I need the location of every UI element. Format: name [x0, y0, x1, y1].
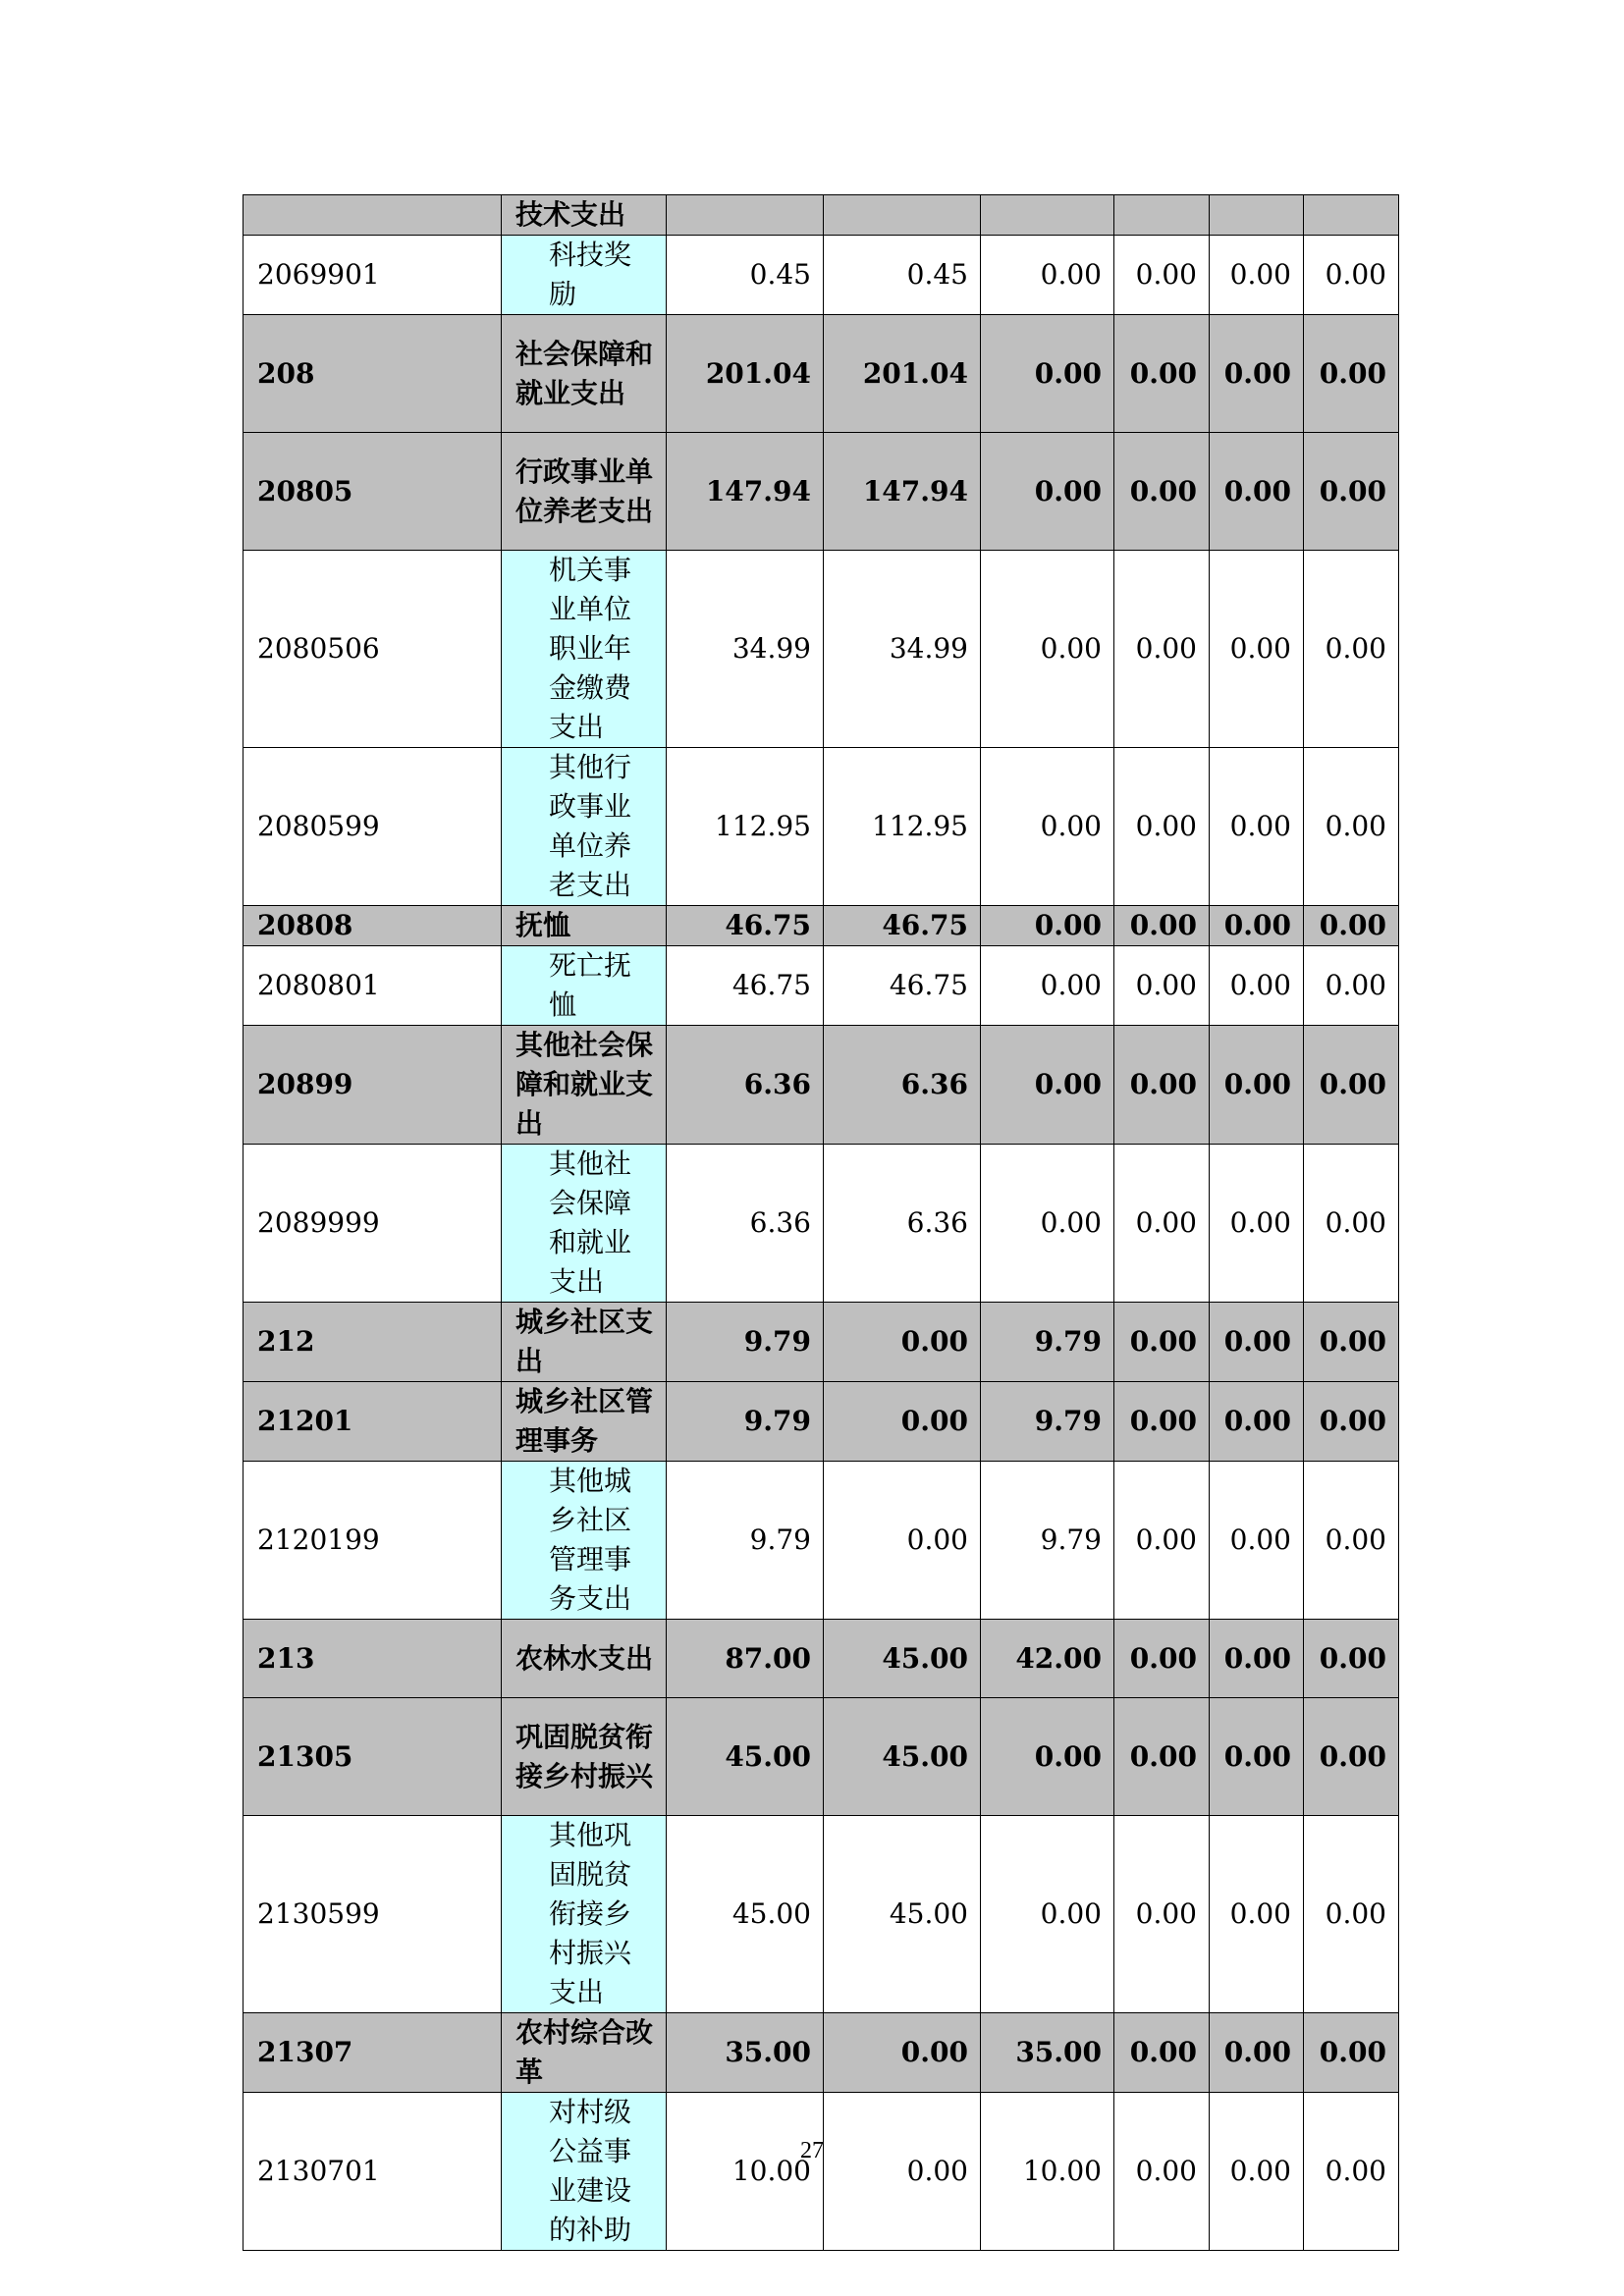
amount-cell: 0.00: [1114, 1145, 1210, 1303]
subject-code-cell: 2130599: [244, 1816, 502, 2013]
amount-cell: 0.00: [1304, 2093, 1399, 2251]
amount-cell: 201.04: [824, 315, 981, 433]
amount-cell: 0.00: [1304, 1026, 1399, 1145]
amount-cell: 35.00: [667, 2013, 824, 2093]
amount-cell: 0.00: [1210, 1145, 1304, 1303]
amount-cell: 0.00: [1304, 748, 1399, 906]
table-row: [244, 195, 1399, 236]
amount-cell: 0.00: [1114, 2093, 1210, 2251]
subject-code-cell: 2080801: [244, 946, 502, 1026]
table-row: [244, 433, 1399, 551]
amount-cell: 0.00: [1114, 1303, 1210, 1382]
subject-code-cell: 212: [244, 1303, 502, 1382]
amount-cell: 9.79: [981, 1382, 1114, 1462]
table-row: [244, 315, 1399, 433]
amount-cell: 6.36: [667, 1026, 824, 1145]
amount-cell: 0.00: [1304, 946, 1399, 1026]
table-row: [244, 1145, 1399, 1303]
subject-name-cell: 巩固脱贫衔接乡村振兴: [502, 1698, 667, 1816]
amount-cell: 147.94: [667, 433, 824, 551]
amount-cell: 9.79: [981, 1462, 1114, 1620]
amount-cell: 0.00: [1114, 236, 1210, 315]
subject-code-cell: 213: [244, 1620, 502, 1698]
amount-cell: 0.00: [981, 315, 1114, 433]
amount-cell: 0.00: [1114, 1382, 1210, 1462]
table-row: [244, 1462, 1399, 1620]
amount-cell: [981, 195, 1114, 236]
amount-cell: 0.00: [824, 1303, 981, 1382]
subject-code-cell: [244, 195, 502, 236]
amount-cell: 0.00: [1304, 2013, 1399, 2093]
amount-cell: 0.00: [1210, 1303, 1304, 1382]
subject-name-cell: 其他行政事业单位养老支出: [502, 748, 667, 906]
amount-cell: 0.00: [1304, 1698, 1399, 1816]
amount-cell: 0.00: [1114, 1026, 1210, 1145]
subject-code-cell: 20808: [244, 906, 502, 946]
table-row: [244, 236, 1399, 315]
table-row: [244, 906, 1399, 946]
subject-name-cell: 对村级公益事业建设的补助: [502, 2093, 667, 2251]
subject-name-cell: 其他社会保障和就业支出: [502, 1026, 667, 1145]
amount-cell: 0.00: [981, 433, 1114, 551]
amount-cell: 0.00: [1114, 1462, 1210, 1620]
amount-cell: 46.75: [667, 946, 824, 1026]
subject-name-cell: 死亡抚恤: [502, 946, 667, 1026]
expenditure-table: [243, 194, 1399, 2251]
amount-cell: 9.79: [667, 1303, 824, 1382]
amount-cell: 42.00: [981, 1620, 1114, 1698]
amount-cell: 34.99: [824, 551, 981, 748]
amount-cell: 0.00: [981, 946, 1114, 1026]
amount-cell: 45.00: [824, 1816, 981, 2013]
amount-cell: 87.00: [667, 1620, 824, 1698]
subject-name-cell: 技术支出: [502, 195, 667, 236]
amount-cell: 201.04: [667, 315, 824, 433]
amount-cell: 0.00: [824, 1462, 981, 1620]
amount-cell: 147.94: [824, 433, 981, 551]
amount-cell: [824, 195, 981, 236]
subject-name-cell: 科技奖励: [502, 236, 667, 315]
amount-cell: 0.00: [1114, 1698, 1210, 1816]
amount-cell: 0.00: [1114, 906, 1210, 946]
table-row: [244, 2013, 1399, 2093]
table-row: [244, 1620, 1399, 1698]
amount-cell: 0.00: [1210, 236, 1304, 315]
amount-cell: 0.00: [1210, 2013, 1304, 2093]
page-number: 27: [800, 2138, 824, 2163]
amount-cell: 0.00: [1304, 315, 1399, 433]
amount-cell: 0.00: [1114, 946, 1210, 1026]
amount-cell: 0.00: [981, 1145, 1114, 1303]
table-row: [244, 748, 1399, 906]
amount-cell: 45.00: [667, 1698, 824, 1816]
amount-cell: 0.00: [1304, 551, 1399, 748]
amount-cell: 112.95: [667, 748, 824, 906]
amount-cell: 34.99: [667, 551, 824, 748]
amount-cell: 35.00: [981, 2013, 1114, 2093]
amount-cell: 0.00: [1114, 551, 1210, 748]
subject-code-cell: 2080599: [244, 748, 502, 906]
amount-cell: 0.00: [1114, 1816, 1210, 2013]
subject-name-cell: 城乡社区管理事务: [502, 1382, 667, 1462]
amount-cell: 0.45: [824, 236, 981, 315]
table-row: [244, 946, 1399, 1026]
amount-cell: 6.36: [667, 1145, 824, 1303]
amount-cell: 0.00: [1304, 1145, 1399, 1303]
amount-cell: 9.79: [981, 1303, 1114, 1382]
amount-cell: 9.79: [667, 1462, 824, 1620]
subject-name-cell: 农村综合改革: [502, 2013, 667, 2093]
amount-cell: 0.00: [981, 236, 1114, 315]
amount-cell: 0.00: [1304, 1303, 1399, 1382]
amount-cell: 0.00: [981, 551, 1114, 748]
amount-cell: 0.00: [1304, 1816, 1399, 2013]
subject-code-cell: 2080506: [244, 551, 502, 748]
amount-cell: 0.00: [1304, 433, 1399, 551]
amount-cell: 46.75: [824, 906, 981, 946]
subject-code-cell: 2130701: [244, 2093, 502, 2251]
table-row: [244, 1698, 1399, 1816]
table-row: [244, 551, 1399, 748]
subject-code-cell: 2120199: [244, 1462, 502, 1620]
table-row: [244, 1382, 1399, 1462]
amount-cell: 0.00: [1210, 748, 1304, 906]
amount-cell: 0.45: [667, 236, 824, 315]
amount-cell: 0.00: [1304, 906, 1399, 946]
subject-name-cell: 社会保障和就业支出: [502, 315, 667, 433]
subject-name-cell: 行政事业单位养老支出: [502, 433, 667, 551]
amount-cell: 0.00: [981, 1026, 1114, 1145]
amount-cell: 0.00: [1210, 1382, 1304, 1462]
amount-cell: 45.00: [824, 1620, 981, 1698]
table-row: [244, 2093, 1399, 2251]
amount-cell: 0.00: [1210, 1816, 1304, 2013]
amount-cell: 0.00: [1114, 315, 1210, 433]
subject-code-cell: 2089999: [244, 1145, 502, 1303]
amount-cell: 0.00: [1114, 2013, 1210, 2093]
amount-cell: 0.00: [1114, 1620, 1210, 1698]
amount-cell: 10.00: [667, 2093, 824, 2251]
amount-cell: 0.00: [1114, 748, 1210, 906]
amount-cell: 0.00: [1210, 1698, 1304, 1816]
subject-code-cell: 208: [244, 315, 502, 433]
amount-cell: 0.00: [981, 748, 1114, 906]
subject-name-cell: 农林水支出: [502, 1620, 667, 1698]
amount-cell: 6.36: [824, 1026, 981, 1145]
amount-cell: 45.00: [667, 1816, 824, 2013]
amount-cell: 46.75: [667, 906, 824, 946]
subject-name-cell: 其他社会保障和就业支出: [502, 1145, 667, 1303]
amount-cell: 0.00: [1210, 1026, 1304, 1145]
table-row: [244, 1816, 1399, 2013]
amount-cell: 0.00: [981, 906, 1114, 946]
amount-cell: 0.00: [824, 1382, 981, 1462]
amount-cell: 0.00: [1210, 315, 1304, 433]
amount-cell: 0.00: [1210, 1462, 1304, 1620]
amount-cell: 0.00: [981, 1816, 1114, 2013]
amount-cell: 0.00: [981, 1698, 1114, 1816]
amount-cell: 0.00: [1304, 236, 1399, 315]
amount-cell: [1210, 195, 1304, 236]
amount-cell: 0.00: [824, 2013, 981, 2093]
amount-cell: [1114, 195, 1210, 236]
amount-cell: 112.95: [824, 748, 981, 906]
subject-name-cell: 抚恤: [502, 906, 667, 946]
subject-code-cell: 20899: [244, 1026, 502, 1145]
amount-cell: [667, 195, 824, 236]
amount-cell: 0.00: [1210, 946, 1304, 1026]
amount-cell: 0.00: [1304, 1382, 1399, 1462]
subject-name-cell: 机关事业单位职业年金缴费支出: [502, 551, 667, 748]
subject-code-cell: 21305: [244, 1698, 502, 1816]
table-row: [244, 1303, 1399, 1382]
amount-cell: 0.00: [1210, 2093, 1304, 2251]
amount-cell: 0.00: [1210, 906, 1304, 946]
amount-cell: 0.00: [1304, 1462, 1399, 1620]
amount-cell: 6.36: [824, 1145, 981, 1303]
subject-name-cell: 其他城乡社区管理事务支出: [502, 1462, 667, 1620]
table-row: [244, 1026, 1399, 1145]
amount-cell: 0.00: [824, 2093, 981, 2251]
amount-cell: [1304, 195, 1399, 236]
amount-cell: 0.00: [1304, 1620, 1399, 1698]
subject-name-cell: 城乡社区支出: [502, 1303, 667, 1382]
amount-cell: 0.00: [1114, 433, 1210, 551]
amount-cell: 0.00: [1210, 551, 1304, 748]
table-body: [244, 195, 1399, 2251]
subject-name-cell: 其他巩固脱贫衔接乡村振兴支出: [502, 1816, 667, 2013]
subject-code-cell: 21201: [244, 1382, 502, 1462]
amount-cell: 46.75: [824, 946, 981, 1026]
subject-code-cell: 20805: [244, 433, 502, 551]
amount-cell: 9.79: [667, 1382, 824, 1462]
subject-code-cell: 2069901: [244, 236, 502, 315]
amount-cell: 45.00: [824, 1698, 981, 1816]
amount-cell: 0.00: [1210, 1620, 1304, 1698]
subject-code-cell: 21307: [244, 2013, 502, 2093]
amount-cell: 10.00: [981, 2093, 1114, 2251]
amount-cell: 0.00: [1210, 433, 1304, 551]
